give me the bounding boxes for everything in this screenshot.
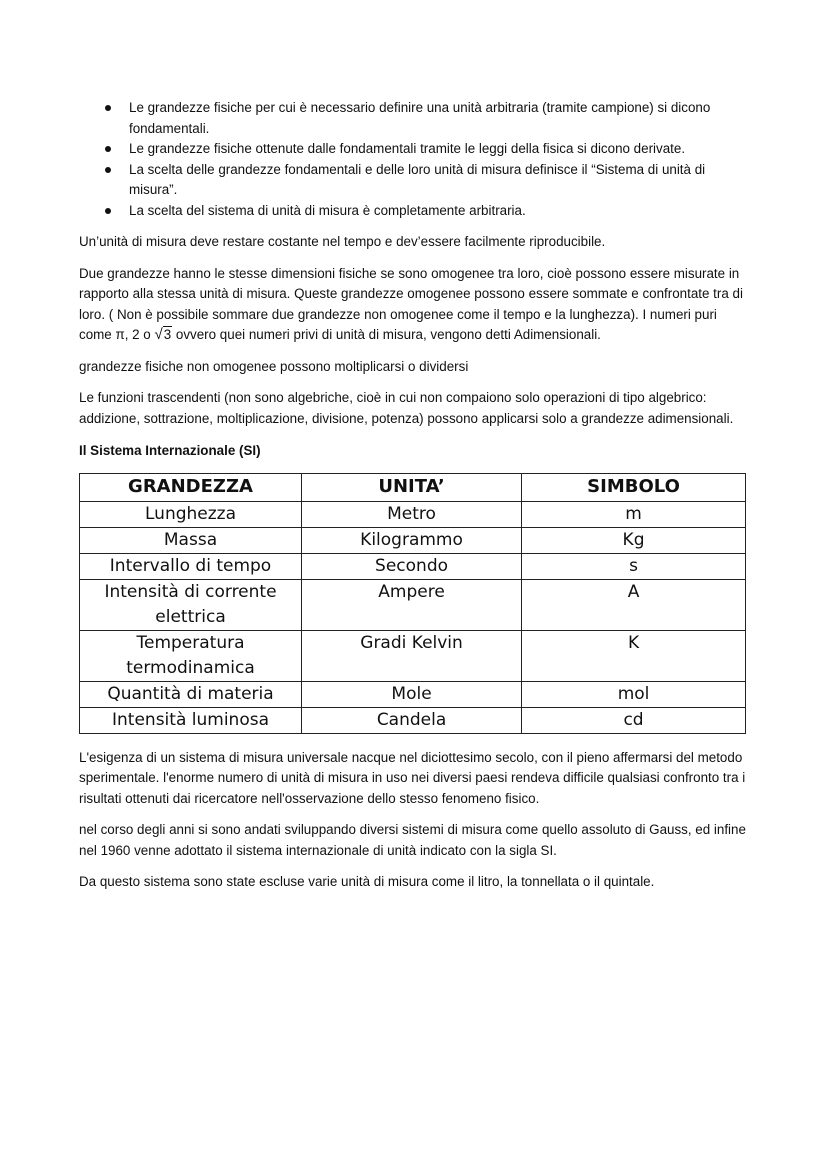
document-page	[79, 98, 749, 893]
cell-simbolo: mol	[522, 681, 746, 707]
paragraph-esigenza: L'esigenza di un sistema di misura universale nacque nel diciottesimo secolo, con il pieno affermarsi del metodo sperimentale. l'enorme numero di unità di misura in uso nei diversi paesi rendeva difficile qualsiasi confronto tra i risultati ottenuti dai ricercatore nell'osservazione dello stesso fenomeno fisico.	[79, 749, 746, 806]
cell-grandezza: Massa	[80, 527, 302, 553]
cell-unita: Kilogrammo	[302, 527, 522, 553]
paragraph-escluse: Da questo sistema sono state escluse varie unità di misura come il litro, la tonnellata o il quintale.	[79, 874, 655, 889]
cell-grandezza: Quantità di materia	[80, 681, 302, 707]
bullet-item: Le grandezze fisiche ottenute dalle fondamentali tramite le leggi della fisica si dicono derivate.	[129, 139, 749, 160]
cell-grandezza: Temperatura termodinamica	[80, 630, 302, 681]
bullet-item: La scelta delle grandezze fondamentali e delle loro unità di misura definisce il “Sistema di unità di misura”.	[129, 160, 749, 201]
paragraph-non-omogenee: grandezze fisiche non omogenee possono moltiplicarsi o dividersi	[79, 358, 469, 374]
table-row	[80, 553, 746, 579]
cell-grandezza: Lunghezza	[80, 501, 302, 527]
paragraph-dimensioni-part2: ovvero quei numeri privi di unità di misura, vengono detti Adimensionali.	[172, 327, 601, 342]
table-row	[80, 707, 746, 733]
paragraph-unita: Un’unità di misura deve restare costante nel tempo e dev’essere facilmente riproducibile.	[79, 234, 606, 249]
cell-grandezza: Intensità luminosa	[80, 707, 302, 733]
cell-unita: Gradi Kelvin	[302, 630, 522, 681]
cell-grandezza: Intervallo di tempo	[80, 553, 302, 579]
paragraph-dimensioni	[79, 264, 749, 346]
table-row	[80, 527, 746, 553]
header-grandezza: GRANDEZZA	[80, 473, 302, 501]
cell-grandezza: Intensità di corrente elettrica	[80, 579, 302, 630]
header-simbolo: SIMBOLO	[522, 473, 746, 501]
paragraph-gauss: nel corso degli anni si sono andati sviluppando diversi sistemi di misura come quello assoluto di Gauss, ed infine nel 1960 venne adottato il sistema internazionale di unità indicato con la sigla SI.	[79, 822, 746, 858]
cell-simbolo: cd	[522, 707, 746, 733]
table-row	[80, 579, 746, 630]
cell-unita: Ampere	[302, 579, 522, 630]
paragraph-dimensioni-part1: Due grandezze hanno le stesse dimensioni fisiche se sono omogenee tra loro, cioè possono essere misurate in rapporto alla stessa unità di misura. Queste grandezze omogenee possono essere sommate e confrontate tra di loro. ( Non è possibile sommare due grandezze non omogenee come il tempo e la lunghezza). I numeri puri come π, 2 o	[79, 265, 743, 342]
sqrt-value: 3	[163, 327, 172, 342]
cell-unita: Metro	[302, 501, 522, 527]
table-header-row	[80, 473, 746, 501]
cell-simbolo: m	[522, 501, 746, 527]
bullet-list	[79, 98, 749, 221]
cell-unita: Candela	[302, 707, 522, 733]
cell-simbolo: K	[522, 630, 746, 681]
sqrt-symbol: √	[154, 326, 163, 343]
cell-simbolo: Kg	[522, 527, 746, 553]
cell-unita: Secondo	[302, 553, 522, 579]
table-row	[80, 501, 746, 527]
cell-simbolo: A	[522, 579, 746, 630]
paragraph-trascendenti: Le funzioni trascendenti (non sono algebriche, cioè in cui non compaiono solo operazioni di tipo algebrico: addizione, sottrazione, moltiplicazione, divisione, potenza) possono applicarsi solo a grandezze adimensionali.	[79, 390, 734, 426]
header-unita: UNITA’	[302, 473, 522, 501]
si-units-table	[79, 473, 746, 734]
bullet-item: Le grandezze fisiche per cui è necessario definire una unità arbitraria (tramite campione) si dicono fondamentali.	[129, 98, 749, 139]
table-row	[80, 630, 746, 681]
bullet-item: La scelta del sistema di unità di misura è completamente arbitraria.	[129, 201, 749, 222]
cell-simbolo: s	[522, 553, 746, 579]
sqrt-three	[154, 325, 172, 346]
section-title: Il Sistema Internazionale (SI)	[79, 443, 261, 458]
table-row	[80, 681, 746, 707]
cell-unita: Mole	[302, 681, 522, 707]
